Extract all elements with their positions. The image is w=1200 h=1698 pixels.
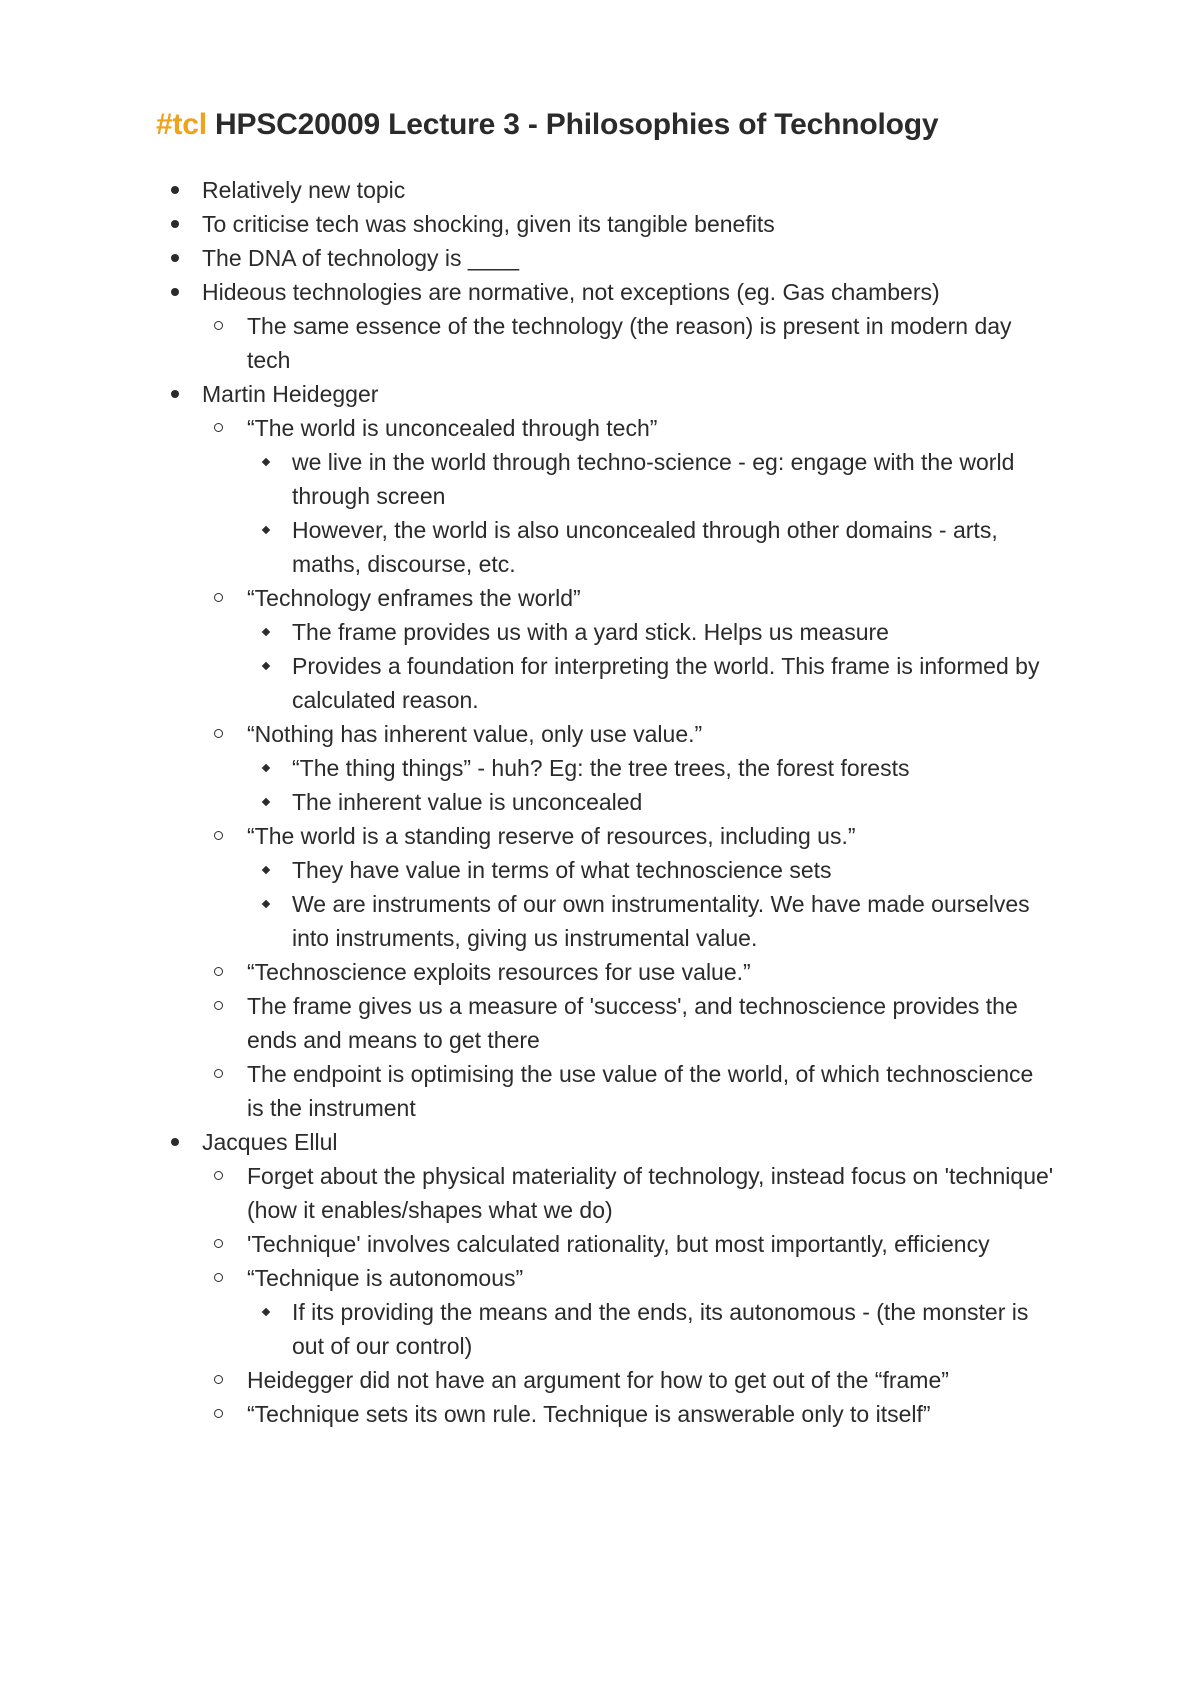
bullet-circle-icon [214, 1273, 223, 1282]
list-item [202, 1363, 1056, 1397]
sublist [202, 411, 1056, 1125]
bullet-circle-icon [214, 729, 223, 738]
sublist [247, 853, 1056, 955]
bullet-diamond-icon [262, 628, 270, 636]
bullet-diamond-icon [262, 866, 270, 874]
bullet-diamond-icon [262, 764, 270, 772]
bullet-dot-icon [171, 220, 179, 228]
bullet-circle-icon [214, 1069, 223, 1078]
list-item-text: We are instruments of our own instrumentality. We have made ourselves into instruments, giving us instrumental value. [292, 891, 1030, 951]
notes-list [156, 173, 1056, 1431]
list-item-text: Martin Heidegger [202, 381, 379, 407]
list-item-text: we live in the world through techno-science - eg: engage with the world through screen [292, 449, 1015, 509]
list-item-text: “Technique sets its own rule. Technique is answerable only to itself” [247, 1401, 931, 1427]
list-item [247, 751, 1056, 785]
list-item-text: “Technology enframes the world” [247, 585, 581, 611]
bullet-dot-icon [171, 186, 179, 194]
bullet-circle-icon [214, 593, 223, 602]
list-item-text: However, the world is also unconcealed through other domains - arts, maths, discourse, etc. [292, 517, 998, 577]
sublist [202, 309, 1056, 377]
list-item-text: Provides a foundation for interpreting the world. This frame is informed by calculated reason. [292, 653, 1040, 713]
list-item-text: The frame gives us a measure of 'success', and technoscience provides the ends and means to get there [247, 993, 1018, 1053]
list-item [202, 1261, 1056, 1363]
bullet-diamond-icon [262, 798, 270, 806]
list-item [202, 411, 1056, 581]
list-item [247, 785, 1056, 819]
bullet-circle-icon [214, 1239, 223, 1248]
bullet-circle-icon [214, 1171, 223, 1180]
list-item-text: The endpoint is optimising the use value of the world, of which technoscience is the instrument [247, 1061, 1034, 1121]
list-item-text: “The world is unconcealed through tech” [247, 415, 658, 441]
list-item [202, 1057, 1056, 1125]
sublist [247, 445, 1056, 581]
title-text: HPSC20009 Lecture 3 - Philosophies of Technology [206, 108, 939, 141]
bullet-diamond-icon [262, 662, 270, 670]
page-title [156, 104, 1056, 145]
list-item [202, 1227, 1056, 1261]
list-item [202, 955, 1056, 989]
list-item-text: The same essence of the technology (the reason) is present in modern day tech [247, 313, 1012, 373]
list-item [247, 853, 1056, 887]
bullet-diamond-icon [262, 526, 270, 534]
list-item-text: “Technique is autonomous” [247, 1265, 524, 1291]
bullet-dot-icon [171, 390, 179, 398]
list-item [156, 275, 1056, 377]
list-item-text: If its providing the means and the ends, its autonomous - (the monster is out of our control) [292, 1299, 1029, 1359]
bullet-circle-icon [214, 1375, 223, 1384]
list-item [156, 241, 1056, 275]
list-item-text: The inherent value is unconcealed [292, 789, 643, 815]
list-item-text: “Nothing has inherent value, only use value.” [247, 721, 703, 747]
bullet-circle-icon [214, 321, 223, 330]
list-item-text: The frame provides us with a yard stick. Helps us measure [292, 619, 889, 645]
sublist [202, 1159, 1056, 1431]
list-item [156, 207, 1056, 241]
document-page [156, 104, 1056, 1431]
sublist [247, 615, 1056, 717]
bullet-dot-icon [171, 254, 179, 262]
list-item [202, 819, 1056, 955]
bullet-circle-icon [214, 967, 223, 976]
list-item [202, 1397, 1056, 1431]
bullet-diamond-icon [262, 1308, 270, 1316]
list-item-text: “The thing things” - huh? Eg: the tree trees, the forest forests [292, 755, 910, 781]
list-item [156, 1125, 1056, 1431]
list-item [202, 989, 1056, 1057]
sublist [247, 751, 1056, 819]
list-item [247, 513, 1056, 581]
list-item [247, 649, 1056, 717]
bullet-diamond-icon [262, 900, 270, 908]
list-item-text: Relatively new topic [202, 177, 406, 203]
title-tag[interactable]: #tcl [156, 108, 207, 141]
list-item-text: Forget about the physical materiality of technology, instead focus on 'technique' (how it enables/shapes what we do) [247, 1163, 1054, 1223]
list-item-text: Hideous technologies are normative, not exceptions (eg. Gas chambers) [202, 279, 940, 305]
list-item-text: 'Technique' involves calculated rationality, but most importantly, efficiency [247, 1231, 990, 1257]
bullet-dot-icon [171, 288, 179, 296]
list-item [247, 887, 1056, 955]
bullet-dot-icon [171, 1138, 179, 1146]
list-item [247, 1295, 1056, 1363]
sublist [247, 1295, 1056, 1363]
list-item-text: They have value in terms of what technoscience sets [292, 857, 832, 883]
list-item-text: To criticise tech was shocking, given its tangible benefits [202, 211, 775, 237]
list-item-text: The DNA of technology is ____ [202, 245, 520, 271]
bullet-circle-icon [214, 1409, 223, 1418]
bullet-diamond-icon [262, 458, 270, 466]
list-item-text: Jacques Ellul [202, 1129, 338, 1155]
list-item [202, 717, 1056, 819]
bullet-circle-icon [214, 831, 223, 840]
list-item [202, 309, 1056, 377]
list-item [156, 173, 1056, 207]
list-item [202, 1159, 1056, 1227]
list-item-text: “The world is a standing reserve of resources, including us.” [247, 823, 856, 849]
bullet-circle-icon [214, 1001, 223, 1010]
list-item-text: Heidegger did not have an argument for how to get out of the “frame” [247, 1367, 949, 1393]
bullet-circle-icon [214, 423, 223, 432]
list-item [156, 377, 1056, 1125]
list-item [247, 445, 1056, 513]
list-item-text: “Technoscience exploits resources for use value.” [247, 959, 751, 985]
list-item [247, 615, 1056, 649]
list-item [202, 581, 1056, 717]
